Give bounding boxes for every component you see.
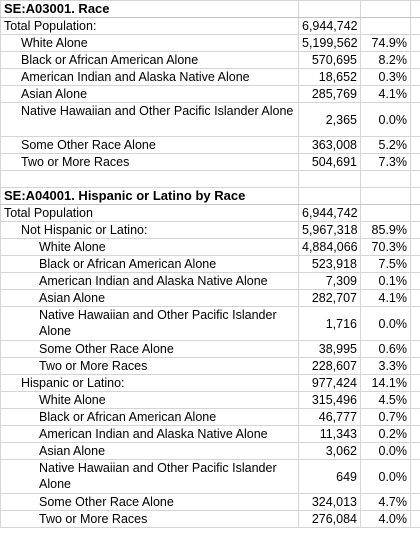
row-percent[interactable]: 14.1% xyxy=(361,375,411,392)
row-count[interactable]: 282,707 xyxy=(299,290,361,307)
row-count[interactable]: 46,777 xyxy=(299,409,361,426)
row-percent[interactable]: 0.0% xyxy=(361,460,411,494)
row-label[interactable]: Total Population xyxy=(1,205,299,222)
row-count[interactable]: 1,716 xyxy=(299,307,361,341)
table-row xyxy=(1,494,420,511)
row-label[interactable]: American Indian and Alaska Native Alone xyxy=(1,69,299,86)
row-label[interactable]: Some Other Race Alone xyxy=(1,341,299,358)
blank-row xyxy=(1,171,420,188)
row-percent[interactable]: 7.5% xyxy=(361,256,411,273)
row-count[interactable]: 11,343 xyxy=(299,426,361,443)
row-label[interactable]: White Alone xyxy=(1,35,299,52)
row-label[interactable]: Native Hawaiian and Other Pacific Islander Alone xyxy=(1,307,299,341)
row-percent[interactable]: 3.3% xyxy=(361,358,411,375)
row-label[interactable]: Two or More Races xyxy=(1,358,299,375)
table-row xyxy=(1,409,420,426)
row-percent[interactable]: 8.2% xyxy=(361,52,411,69)
empty-cell[interactable] xyxy=(411,137,420,154)
row-label[interactable]: Black or African American Alone xyxy=(1,52,299,69)
empty-cell[interactable] xyxy=(411,222,420,239)
table-row xyxy=(1,52,420,69)
empty-cell[interactable] xyxy=(411,511,420,528)
empty-cell[interactable] xyxy=(411,86,420,103)
empty-cell[interactable] xyxy=(411,290,420,307)
table-row xyxy=(1,137,420,154)
table-row xyxy=(1,290,420,307)
row-percent[interactable]: 4.5% xyxy=(361,392,411,409)
row-label[interactable]: Total Population: xyxy=(1,18,299,35)
row-percent[interactable]: 4.0% xyxy=(361,511,411,528)
row-label[interactable]: Asian Alone xyxy=(1,86,299,103)
section-header-row xyxy=(1,188,420,205)
empty-cell[interactable] xyxy=(411,1,420,18)
empty-cell[interactable] xyxy=(361,171,411,188)
row-percent[interactable]: 4.1% xyxy=(361,86,411,103)
row-count[interactable]: 7,309 xyxy=(299,273,361,290)
empty-cell[interactable] xyxy=(411,409,420,426)
row-percent[interactable]: 0.7% xyxy=(361,409,411,426)
row-label[interactable]: Asian Alone xyxy=(1,443,299,460)
empty-cell[interactable] xyxy=(411,154,420,171)
row-count[interactable]: 570,695 xyxy=(299,52,361,69)
row-count[interactable]: 523,918 xyxy=(299,256,361,273)
empty-cell[interactable] xyxy=(299,171,361,188)
row-count[interactable]: 285,769 xyxy=(299,86,361,103)
empty-cell[interactable] xyxy=(411,256,420,273)
row-percent[interactable]: 0.0% xyxy=(361,103,411,137)
empty-cell[interactable] xyxy=(411,171,420,188)
empty-cell[interactable] xyxy=(411,273,420,290)
row-count[interactable]: 363,008 xyxy=(299,137,361,154)
table-row xyxy=(1,154,420,171)
row-count[interactable]: 324,013 xyxy=(299,494,361,511)
table-row xyxy=(1,205,420,222)
row-count[interactable]: 5,967,318 xyxy=(299,222,361,239)
row-count[interactable]: 649 xyxy=(299,460,361,494)
row-label[interactable]: White Alone xyxy=(1,392,299,409)
empty-cell[interactable] xyxy=(361,188,411,205)
empty-cell[interactable] xyxy=(411,426,420,443)
table-row xyxy=(1,511,420,528)
row-percent[interactable]: 5.2% xyxy=(361,137,411,154)
empty-cell[interactable] xyxy=(411,460,420,494)
row-label[interactable]: Black or African American Alone xyxy=(1,256,299,273)
row-count[interactable]: 3,062 xyxy=(299,443,361,460)
empty-cell[interactable] xyxy=(411,443,420,460)
empty-cell[interactable] xyxy=(299,1,361,18)
empty-cell[interactable] xyxy=(411,52,420,69)
row-count[interactable]: 2,365 xyxy=(299,103,361,137)
section-title[interactable]: SE:A04001. Hispanic or Latino by Race xyxy=(1,188,299,205)
empty-cell[interactable] xyxy=(411,341,420,358)
row-count[interactable]: 5,199,562 xyxy=(299,35,361,52)
empty-cell[interactable] xyxy=(411,358,420,375)
empty-cell[interactable] xyxy=(411,69,420,86)
row-count[interactable]: 6,944,742 xyxy=(299,18,361,35)
table-row xyxy=(1,392,420,409)
table-row xyxy=(1,35,420,52)
row-count[interactable]: 38,995 xyxy=(299,341,361,358)
table-row xyxy=(1,307,420,341)
table-row xyxy=(1,358,420,375)
row-percent[interactable] xyxy=(361,205,411,222)
row-count[interactable]: 6,944,742 xyxy=(299,205,361,222)
empty-cell[interactable] xyxy=(411,188,420,205)
row-label[interactable]: American Indian and Alaska Native Alone xyxy=(1,426,299,443)
table-row xyxy=(1,103,420,137)
table-row xyxy=(1,222,420,239)
row-label[interactable]: American Indian and Alaska Native Alone xyxy=(1,273,299,290)
row-percent[interactable]: 85.9% xyxy=(361,222,411,239)
section-header-row xyxy=(1,1,420,18)
table-row xyxy=(1,460,420,494)
row-percent[interactable]: 0.3% xyxy=(361,69,411,86)
row-percent[interactable]: 4.1% xyxy=(361,290,411,307)
row-count[interactable]: 315,496 xyxy=(299,392,361,409)
empty-cell[interactable] xyxy=(411,375,420,392)
row-percent[interactable]: 70.3% xyxy=(361,239,411,256)
table-row xyxy=(1,86,420,103)
empty-cell[interactable] xyxy=(411,103,420,137)
table-row xyxy=(1,443,420,460)
empty-cell[interactable] xyxy=(361,1,411,18)
row-count[interactable]: 977,424 xyxy=(299,375,361,392)
row-label[interactable]: Some Other Race Alone xyxy=(1,137,299,154)
table-row xyxy=(1,341,420,358)
empty-cell[interactable] xyxy=(411,35,420,52)
row-label[interactable]: Asian Alone xyxy=(1,290,299,307)
row-percent[interactable]: 74.9% xyxy=(361,35,411,52)
row-label[interactable]: Native Hawaiian and Other Pacific Islander Alone xyxy=(1,103,299,137)
table-row xyxy=(1,239,420,256)
row-percent[interactable] xyxy=(361,18,411,35)
row-percent[interactable]: 0.1% xyxy=(361,273,411,290)
row-count[interactable]: 276,084 xyxy=(299,511,361,528)
table-row xyxy=(1,375,420,392)
table-row xyxy=(1,273,420,290)
row-percent[interactable]: 0.0% xyxy=(361,443,411,460)
row-percent[interactable]: 7.3% xyxy=(361,154,411,171)
empty-cell[interactable] xyxy=(299,188,361,205)
row-percent[interactable]: 0.2% xyxy=(361,426,411,443)
row-label[interactable]: White Alone xyxy=(1,239,299,256)
empty-cell[interactable] xyxy=(411,307,420,341)
row-label[interactable]: Two or More Races xyxy=(1,154,299,171)
row-count[interactable]: 18,652 xyxy=(299,69,361,86)
empty-cell[interactable] xyxy=(411,239,420,256)
row-count[interactable]: 4,884,066 xyxy=(299,239,361,256)
row-label[interactable]: Hispanic or Latino: xyxy=(1,375,299,392)
row-label[interactable]: Black or African American Alone xyxy=(1,409,299,426)
table-row xyxy=(1,18,420,35)
row-label[interactable]: Some Other Race Alone xyxy=(1,494,299,511)
empty-cell[interactable] xyxy=(411,205,420,222)
row-label[interactable]: Not Hispanic or Latino: xyxy=(1,222,299,239)
row-label[interactable]: Native Hawaiian and Other Pacific Islander Alone xyxy=(1,460,299,494)
empty-cell[interactable] xyxy=(411,494,420,511)
table-row xyxy=(1,426,420,443)
empty-cell[interactable] xyxy=(411,392,420,409)
row-count[interactable]: 228,607 xyxy=(299,358,361,375)
row-label[interactable]: Two or More Races xyxy=(1,511,299,528)
section-title[interactable]: SE:A03001. Race xyxy=(1,1,299,18)
table-body xyxy=(1,1,420,528)
table-row xyxy=(1,256,420,273)
empty-cell[interactable] xyxy=(1,171,299,188)
row-percent[interactable]: 0.0% xyxy=(361,307,411,341)
row-count[interactable]: 504,691 xyxy=(299,154,361,171)
row-percent[interactable]: 4.7% xyxy=(361,494,411,511)
empty-cell[interactable] xyxy=(411,18,420,35)
table-row xyxy=(1,69,420,86)
row-percent[interactable]: 0.6% xyxy=(361,341,411,358)
